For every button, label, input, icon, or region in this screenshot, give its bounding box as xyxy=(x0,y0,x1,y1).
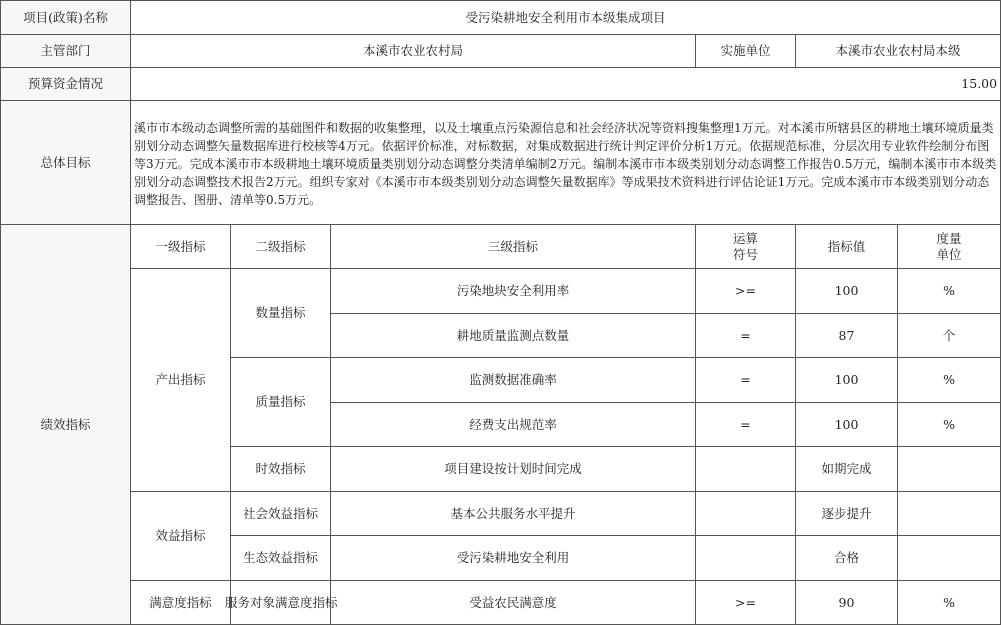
indicator-operator: = xyxy=(696,403,796,447)
indicator-unit xyxy=(898,536,1001,581)
indicator-operator: = xyxy=(696,358,796,403)
budget-value: 15.00 xyxy=(131,68,1001,101)
indicator-unit: % xyxy=(898,403,1001,447)
indicator-name: 项目建设按计划时间完成 xyxy=(331,447,696,492)
group-satisfaction: 满意度指标 xyxy=(131,581,231,625)
indicator-value: 87 xyxy=(796,314,898,358)
budget-label: 预算资金情况 xyxy=(1,68,131,101)
overall-goal-row xyxy=(1,101,1001,225)
department-value: 本溪市农业农村局 xyxy=(131,35,696,68)
project-name-row xyxy=(1,1,1001,35)
table-row xyxy=(1,581,1001,625)
header-operator xyxy=(696,225,796,269)
performance-section-label: 绩效指标 xyxy=(1,225,131,625)
indicator-value: 逐步提升 xyxy=(796,492,898,536)
department-row xyxy=(1,35,1001,68)
header-unit-text: 度量 单位 xyxy=(936,230,962,262)
indicator-header-row xyxy=(1,225,1001,269)
header-value: 指标值 xyxy=(796,225,898,269)
indicator-operator: >= xyxy=(696,269,796,314)
subgroup-social: 社会效益指标 xyxy=(231,492,331,536)
indicator-name: 受益农民满意度 xyxy=(331,581,696,625)
indicator-unit: % xyxy=(898,581,1001,625)
table-row xyxy=(1,269,1001,314)
indicator-name: 基本公共服务水平提升 xyxy=(331,492,696,536)
project-name-value: 受污染耕地安全利用市本级集成项目 xyxy=(131,1,1001,35)
indicator-value: 100 xyxy=(796,269,898,314)
indicator-value: 合格 xyxy=(796,536,898,581)
indicator-value: 90 xyxy=(796,581,898,625)
group-output: 产出指标 xyxy=(131,269,231,492)
indicator-unit: 个 xyxy=(898,314,1001,358)
indicator-unit: % xyxy=(898,269,1001,314)
overall-goal-text: 溪市市本级动态调整所需的基础图件和数据的收集整理，以及土壤重点污染源信息和社会经济状况等资料搜集整理1万元。对本溪市所辖县区的耕地土壤环境质量类别划分动态调整矢量数据库进行校核等4万元。依据评价标准，对标数据，对集成数据进行统计判定评价分析1万元。依据规范标准，分层次用专业软件绘制分布图等3万元。完成本溪市市本级耕地土壤环境质量类别划分动态调整分类清单编制2万元。编制本溪市市本级类别划分动态调整工作报告0.5万元，编制本溪市市本级类别划分动态调整技术报告2万元。组织专家对《本溪市市本级类别划分动态调整矢量数据库》等成果技术资料进行评估论证1万元。完成本溪市市本级类别划分动态调整报告、图册、清单等0.5万元。 xyxy=(131,101,1001,225)
subgroup-quality: 质量指标 xyxy=(231,358,331,447)
header-level3: 三级指标 xyxy=(331,225,696,269)
indicator-operator: = xyxy=(696,314,796,358)
indicator-unit xyxy=(898,447,1001,492)
budget-row xyxy=(1,68,1001,101)
subgroup-timeliness: 时效指标 xyxy=(231,447,331,492)
header-unit xyxy=(898,225,1001,269)
table-row xyxy=(1,492,1001,536)
indicator-unit xyxy=(898,492,1001,536)
subgroup-service xyxy=(225,581,338,625)
overall-goal-label: 总体目标 xyxy=(1,101,131,225)
indicator-operator xyxy=(696,492,796,536)
subgroup-service-text: 服务对象满意度指标 xyxy=(225,594,338,610)
indicator-value: 100 xyxy=(796,358,898,403)
indicator-name: 污染地块安全利用率 xyxy=(331,269,696,314)
subgroup-ecological: 生态效益指标 xyxy=(231,536,331,581)
header-level2: 二级指标 xyxy=(231,225,331,269)
indicator-unit: % xyxy=(898,358,1001,403)
subgroup-quantity: 数量指标 xyxy=(231,269,331,358)
implementing-unit-label: 实施单位 xyxy=(696,35,796,68)
implementing-unit-value: 本溪市农业农村局本级 xyxy=(796,35,1001,68)
department-label: 主管部门 xyxy=(1,35,131,68)
indicator-name: 经费支出规范率 xyxy=(331,403,696,447)
indicator-operator xyxy=(696,447,796,492)
indicator-value: 如期完成 xyxy=(796,447,898,492)
indicator-name: 受污染耕地安全利用 xyxy=(331,536,696,581)
indicator-operator xyxy=(696,536,796,581)
group-benefit: 效益指标 xyxy=(131,492,231,581)
indicator-name: 耕地质量监测点数量 xyxy=(331,314,696,358)
indicator-operator: >= xyxy=(696,581,796,625)
indicator-value: 100 xyxy=(796,403,898,447)
header-operator-text: 运算 符号 xyxy=(732,230,758,262)
project-name-label: 项目(政策)名称 xyxy=(1,1,131,35)
indicator-name: 监测数据准确率 xyxy=(331,358,696,403)
header-level1: 一级指标 xyxy=(131,225,231,269)
